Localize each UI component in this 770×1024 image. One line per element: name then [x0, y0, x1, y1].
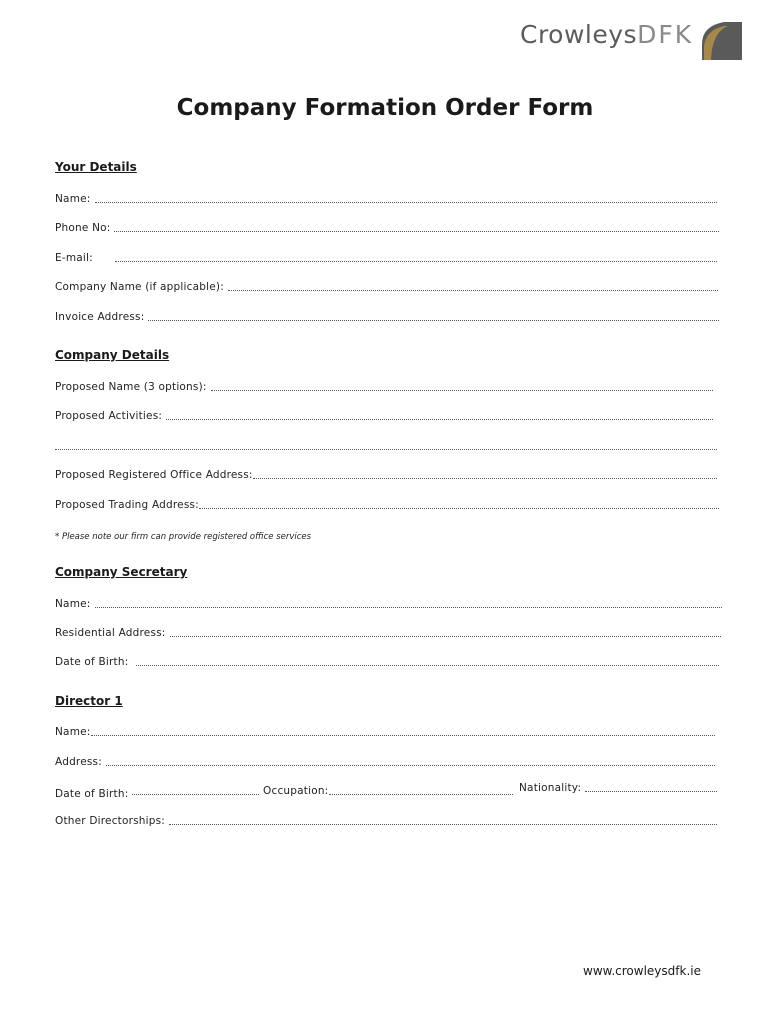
phone-label: Phone No: — [55, 222, 111, 234]
director-nationality-line[interactable] — [585, 788, 717, 792]
proposed-activities-line[interactable] — [166, 416, 713, 420]
email-line[interactable] — [115, 258, 717, 262]
director-dob-line[interactable] — [132, 791, 259, 795]
secretary-name-field[interactable] — [55, 594, 722, 610]
director-dob-label: Date of Birth: — [55, 788, 129, 800]
registered-office-field[interactable] — [55, 465, 717, 481]
director-occupation-field[interactable] — [263, 785, 513, 797]
proposed-activities-line-continued[interactable] — [55, 446, 717, 450]
proposed-activities-field[interactable] — [55, 406, 713, 422]
director-dob-occupation-nationality-row — [55, 781, 717, 800]
email-field[interactable] — [55, 248, 717, 264]
director-address-label: Address: — [55, 756, 102, 768]
trading-address-field[interactable] — [55, 495, 719, 511]
secretary-address-label: Residential Address: — [55, 627, 166, 639]
secretary-dob-line[interactable] — [136, 662, 719, 666]
proposed-name-label: Proposed Name (3 options): — [55, 381, 207, 393]
logo-wordmark — [520, 20, 693, 49]
invoice-address-label: Invoice Address: — [55, 311, 145, 323]
invoice-address-field[interactable] — [55, 307, 719, 323]
director-address-line[interactable] — [106, 762, 715, 766]
director-dob-field[interactable] — [55, 785, 259, 800]
secretary-address-line[interactable] — [170, 633, 721, 637]
proposed-activities-label: Proposed Activities: — [55, 410, 163, 422]
section-director-1: Director 1 — [55, 694, 123, 708]
director-name-line[interactable] — [91, 732, 715, 736]
secretary-dob-label: Date of Birth: — [55, 656, 129, 668]
website-link[interactable]: www.crowleysdfk.ie — [583, 964, 701, 978]
phone-line[interactable] — [114, 228, 719, 232]
other-directorships-label: Other Directorships: — [55, 815, 166, 827]
director-name-label: Name: — [55, 726, 91, 738]
trading-address-line[interactable] — [199, 505, 719, 509]
registered-office-line[interactable] — [253, 475, 717, 479]
invoice-address-line[interactable] — [148, 317, 719, 321]
director-nationality-field[interactable] — [519, 782, 717, 794]
proposed-name-field[interactable] — [55, 377, 713, 393]
secretary-address-field[interactable] — [55, 623, 721, 639]
your-name-field[interactable] — [55, 189, 717, 205]
secretary-name-line[interactable] — [95, 604, 722, 608]
proposed-name-line[interactable] — [211, 387, 713, 391]
logo-mark-icon — [702, 22, 742, 60]
logo-text-accent: DFK — [637, 20, 694, 49]
company-name-field[interactable] — [55, 277, 718, 293]
page-title: Company Formation Order Form — [176, 95, 594, 121]
director-nationality-label: Nationality: — [519, 782, 582, 794]
company-name-line[interactable] — [228, 287, 718, 291]
section-company-secretary: Company Secretary — [55, 565, 188, 579]
company-logo — [520, 18, 742, 62]
registered-office-label: Proposed Registered Office Address: — [55, 469, 253, 481]
other-directorships-field[interactable] — [55, 811, 717, 827]
secretary-name-label: Name: — [55, 598, 91, 610]
other-directorships-line[interactable] — [169, 821, 717, 825]
registered-office-note: * Please note our firm can provide registered office services — [55, 532, 312, 542]
phone-field[interactable] — [55, 218, 719, 234]
secretary-dob-field[interactable] — [55, 652, 719, 668]
section-your-details: Your Details — [55, 160, 137, 174]
director-occupation-label: Occupation: — [263, 785, 329, 797]
company-name-label: Company Name (if applicable): — [55, 281, 224, 293]
director-occupation-line[interactable] — [329, 791, 513, 795]
trading-address-label: Proposed Trading Address: — [55, 499, 199, 511]
email-label: E-mail: — [55, 252, 93, 264]
proposed-activities-line-2[interactable] — [55, 436, 717, 452]
logo-text-main: Crowleys — [520, 20, 638, 49]
your-name-line[interactable] — [95, 199, 717, 203]
your-name-label: Name: — [55, 193, 91, 205]
director-address-field[interactable] — [55, 752, 715, 768]
director-name-field[interactable] — [55, 722, 715, 738]
section-company-details: Company Details — [55, 348, 170, 362]
